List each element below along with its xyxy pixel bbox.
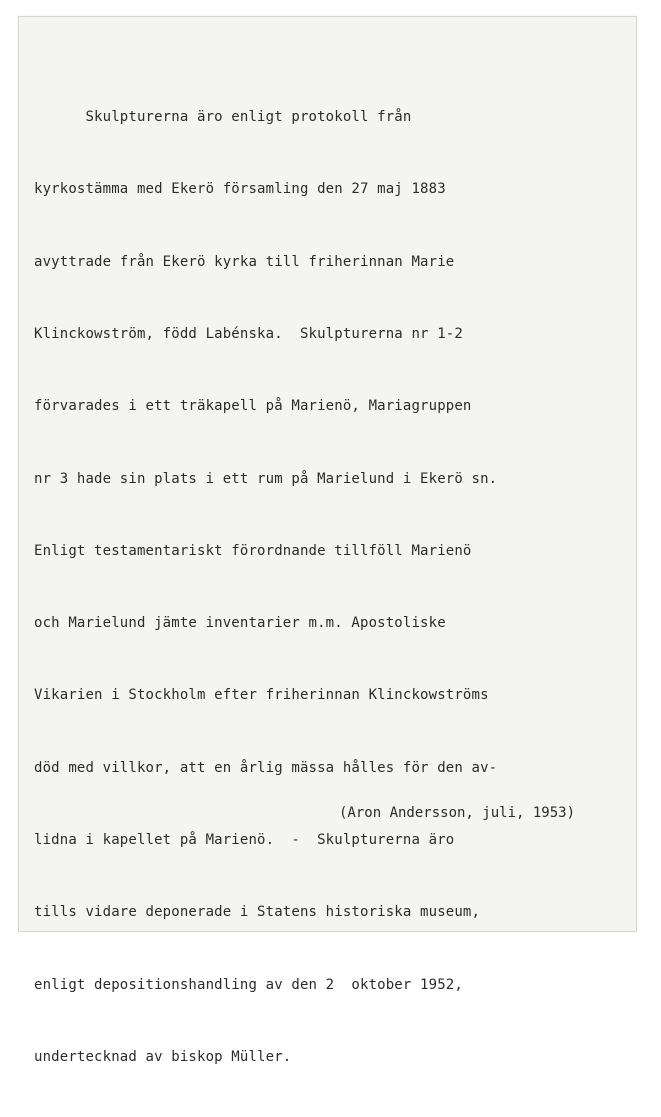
text-line: Vikarien i Stockholm efter friherinnan Klinckowströms	[34, 687, 489, 704]
text-line: kyrkostämma med Ekerö församling den 27 maj 1883	[34, 181, 446, 198]
text-line: Klinckowström, född Labénska. Skulpturerna nr 1-2	[34, 326, 463, 343]
text-line: Skulpturerna äro enligt protokoll från	[34, 109, 412, 126]
text-line: Enligt testamentariskt förordnande tillföll Marienö	[34, 542, 472, 559]
text-line: död med villkor, att en årlig mässa hålles för den av-	[34, 759, 498, 776]
author-signature-line: (Aron Andersson, juli, 1953)	[339, 805, 576, 821]
text-line: lidna i kapellet på Marienö. - Skulpturerna äro	[34, 832, 455, 848]
index-card	[18, 16, 637, 1065]
text-line: förvarades i ett träkapell på Marienö, Mariagruppen	[34, 398, 472, 415]
text-line: avyttrade från Ekerö kyrka till friherinnan Marie	[34, 253, 455, 270]
typewritten-text	[34, 57, 634, 1117]
text-line: tills vidare deponerade i Statens historiska museum,	[34, 904, 481, 921]
text-line: enligt depositionshandling av den 2 oktober 1952,	[34, 976, 463, 993]
text-line: och Marielund jämte inventarier m.m. Apostoliske	[34, 615, 446, 632]
text-line: nr 3 hade sin plats i ett rum på Marielund i Ekerö sn.	[34, 470, 498, 487]
text-line: undertecknad av biskop Müller.	[34, 1048, 292, 1065]
